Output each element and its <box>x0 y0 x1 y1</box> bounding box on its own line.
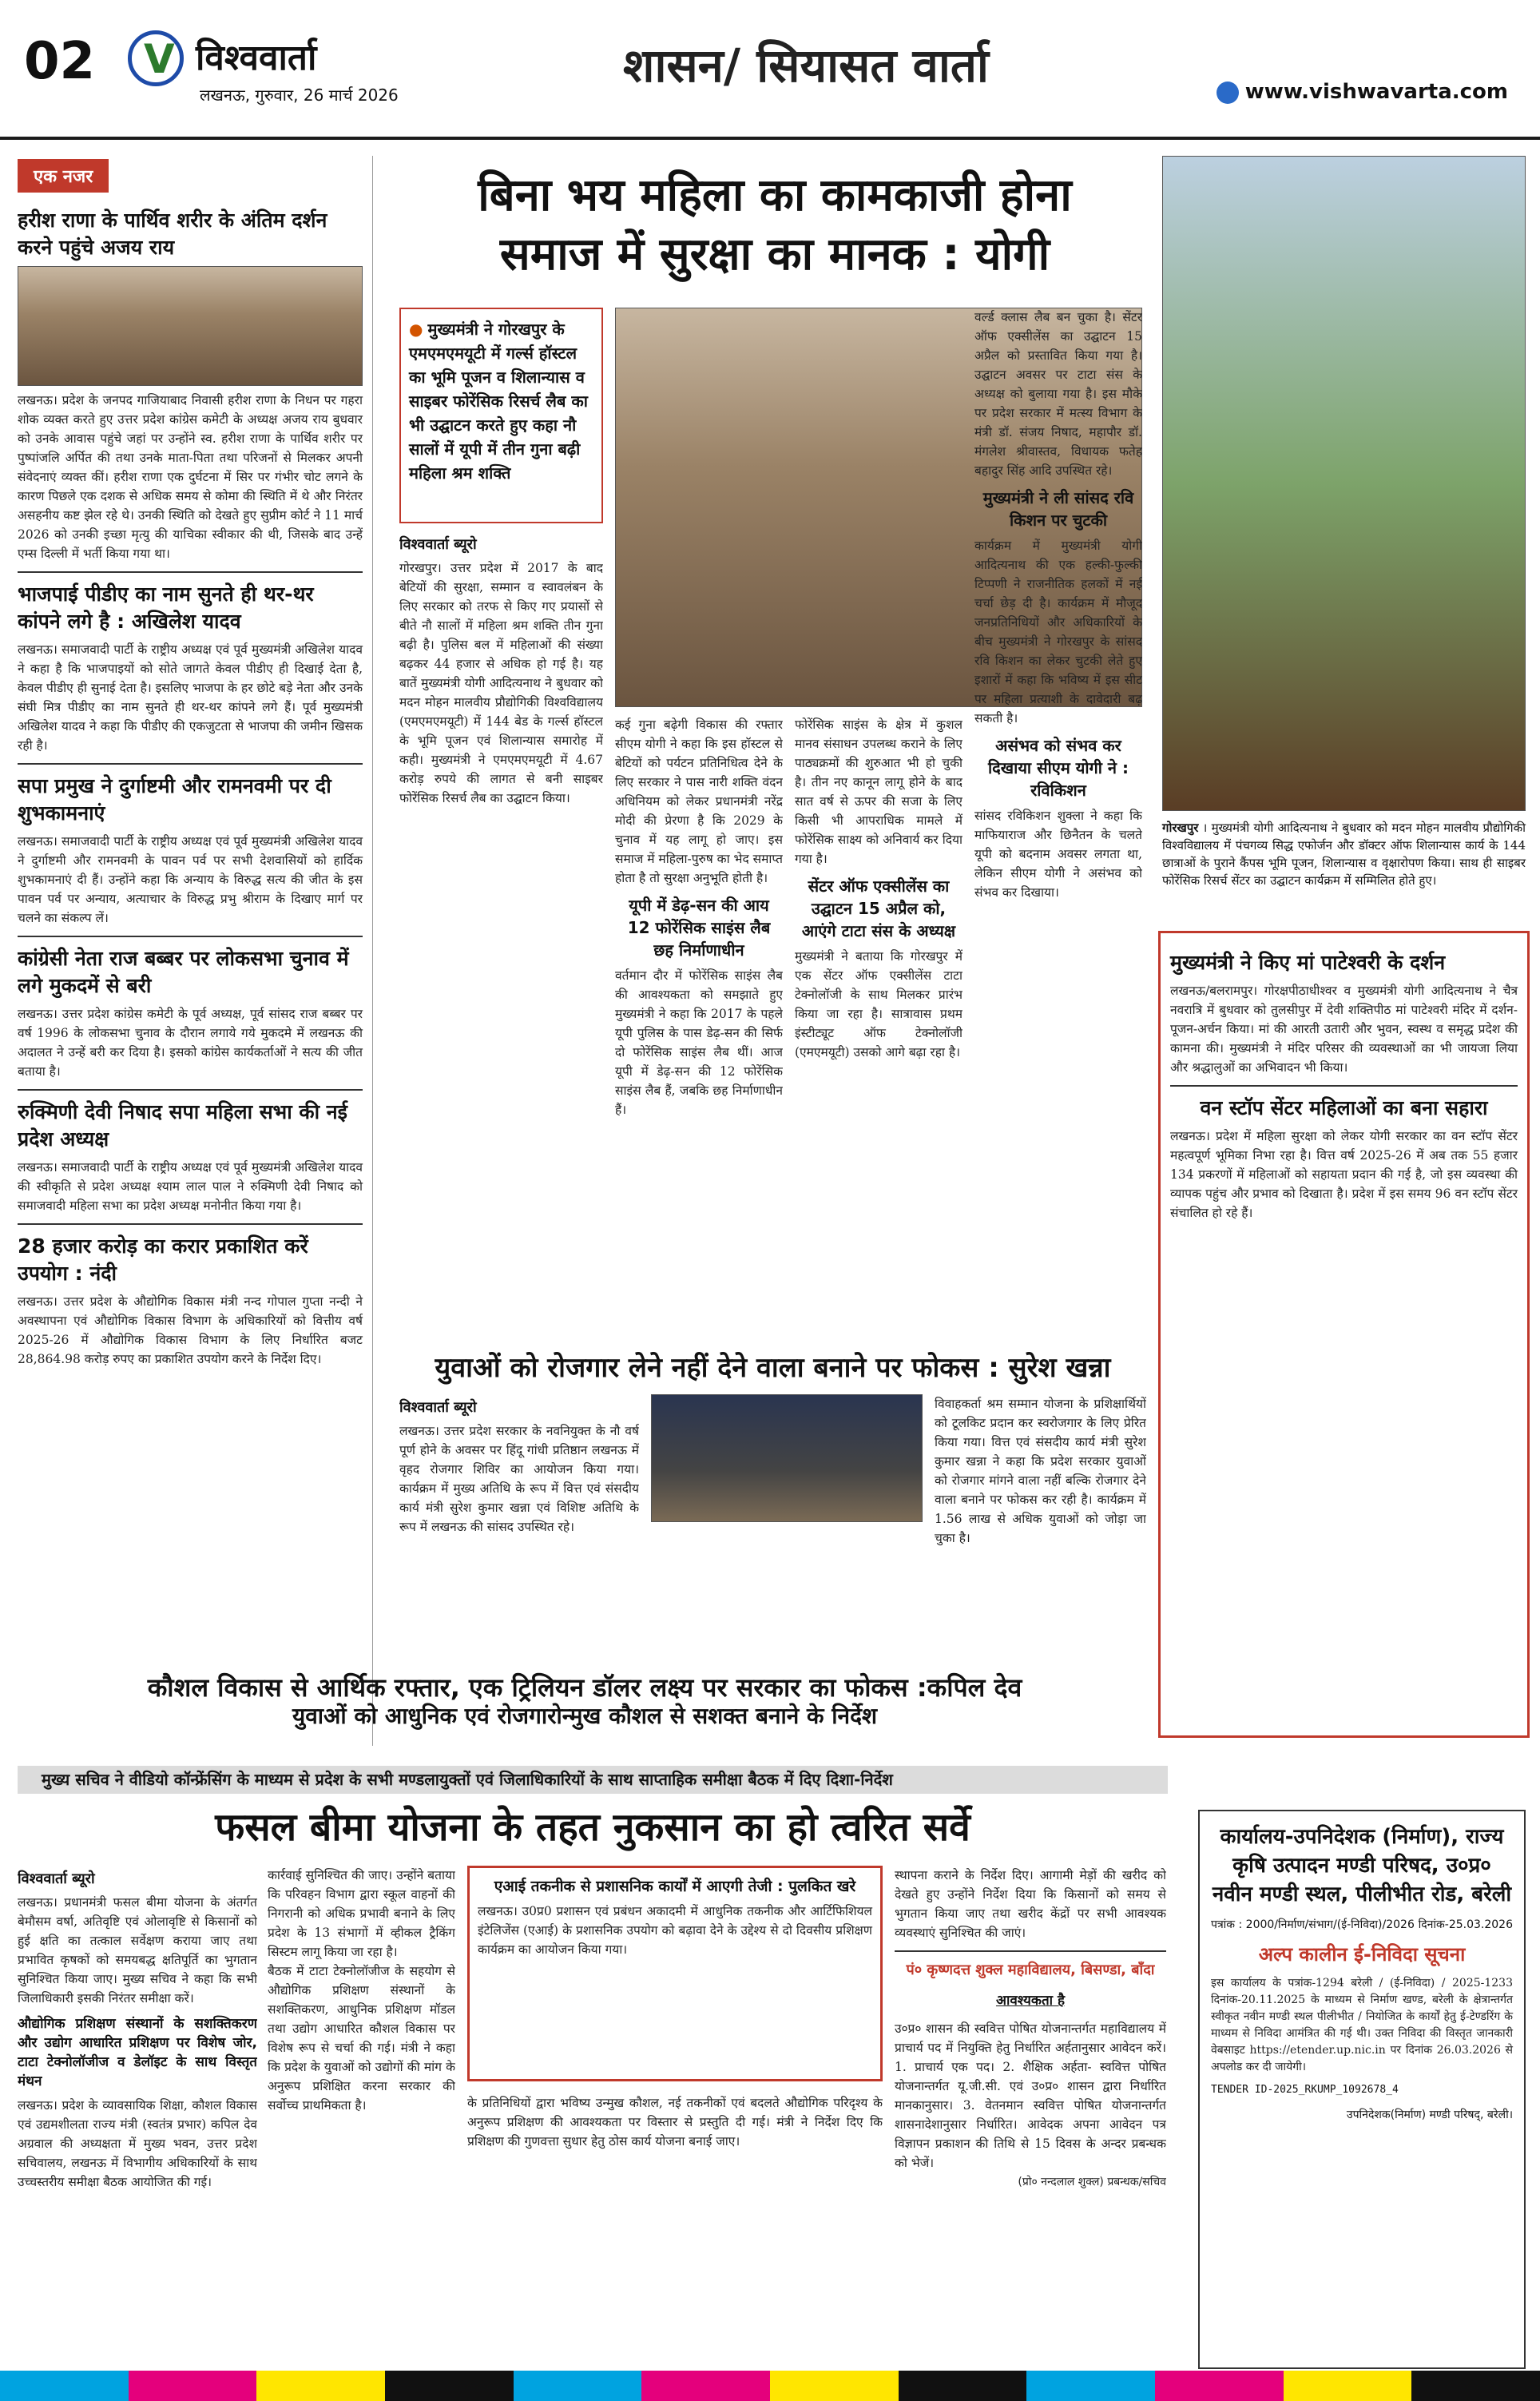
page-number: 02 <box>24 32 96 91</box>
lead-subhead: मुख्यमंत्री ने ली सांसद रवि किशन पर चुटकी <box>982 488 1134 530</box>
black-swatch <box>899 2371 1027 2401</box>
website-label: www.vishwavarta.com <box>1244 80 1508 104</box>
skills-body: के प्रतिनिधियों द्वारा भविष्य उन्मुख कौशल, नई तकनीकों एवं बदलते औद्योगिक परिदृश्य के अनुरूप प्रशिक्षण की आवश्यकता पर विस्तार से प्रस्तुति दी गई। मंत्री ने निर्देश दिए कि प्रशिक्षण की गुणवत्ता सुधार हेतु ठोस कार्य योजना बनाई जाए। <box>467 2096 883 2149</box>
black-swatch <box>385 2371 514 2401</box>
magenta-swatch <box>129 2371 257 2401</box>
skills-body: बैठक में टाटा टेक्नोलॉजीज के सहयोग से औद्योगिक प्रशिक्षण संस्थानों के सशक्तिकरण, आधुनिक प्रशिक्षण मॉडल तथा उद्योग आधारित कौशल विकास पर विशेष रूप से चर्चा की गई। मंत्री ने कहा कि प्रदेश के युवाओं को उद्योगों की मांग के अनुरूप प्रशिक्षित करना सरकार की सर्वोच्च प्राथमिकता है। <box>268 1964 455 2113</box>
black-swatch <box>1411 2371 1540 2401</box>
lead-body: फोरेंसिक साइंस के क्षेत्र में कुशल मानव संसाधन उपलब्ध कराने के लिए पाठ्यक्रमों की शुरुआत भी हो चुकी है। तीन नए कानून लागू होने के बाद सात वर्ष से ऊपर की सजा के लिए किसी भी आपराधिक मामले में फोरेंसिक साक्ष्य को अनिवार्य कर दिया गया है। <box>795 718 963 866</box>
story-body: लखनऊ/बलरामपुर। गोरक्षपीठाधीश्वर व मुख्यमंत्री योगी आदित्यनाथ ने चैत्र नवरात्रि में बुधवार को तुलसीपुर में देवी शक्तिपीठ मां पाटेश्वरी मंदिर में दर्शन-पूजन-अर्चन किया। मां की आरती उतारी और भुवन, स्वस्थ व समृद्ध प्रदेश की कामना की। मुख्यमंत्री ने मंदिर परिसर की व्यवस्थाओं का भी जायजा लिया और श्रद्धालुओं का अभिवादन भी किया। <box>1170 984 1518 1075</box>
college-notice-signature: (प्रो० नन्दलाल शुक्ल) प्रबन्धक/सचिव <box>1018 2176 1166 2188</box>
lead-byline: विश्ववार्ता ब्यूरो <box>399 536 477 553</box>
bottom-headline[interactable]: फसल बीमा योजना के तहत नुकसान का हो त्वरित सर्वे <box>215 1805 970 1850</box>
left-column <box>18 156 373 1746</box>
lead-headline-line1: बिना भय महिला का कामकाजी होना <box>478 169 1072 221</box>
story-body: लखनऊ। प्रदेश के जनपद गाजियाबाद निवासी हरीश राणा के निधन पर गहरा शोक व्यक्त करते हुए उत्तर प्रदेश कांग्रेस कमेटी के अध्यक्ष अजय राय बुधवार को उनके आवास पहुंचे जहां पर उन्होंने स्व. हरीश राणा के पार्थिव शरीर पर पुष्पांजलि अर्पित की तथा उनके माता-पिता तथा परिजनों से मिलकर अपनी संवेदनाएं व्यक्त कीं। हरीश राणा एक दुर्घटना में सिर पर गंभीर चोट लगने के कारण पिछले एक दशक से अधिक समय से कोमा की स्थिति में थे और निरंतर असहनीय कष्ट झेल रहे थे। उनकी स्थिति को देखते हुए सुप्रीम कोर्ट ने 11 मार्च 2026 को उनकी इच्छा मृत्यु की याचिका स्वीकार की थी, जिसके बाद उन्हें एम्स दिल्ली में भर्ती किया गया था। <box>18 393 363 561</box>
youth-byline: विश्ववार्ता ब्यूरो <box>399 1399 477 1416</box>
section-title: शासन/ सियासत वार्ता <box>623 38 989 93</box>
photo-caption-text: मुख्यमंत्री योगी आदित्यनाथ ने बुधवार को मदन मोहन मालवीय प्रौद्योगिकी विश्वविद्यालय में पंचगव्य सिद्ध एफोर्जन और डॉक्टर ऑफ शिलान्यास कार्य के 144 छात्राओं के पुराने कैंपस भूमि पूजन, शिलान्यास व वृक्षारोपण किया। साथ ही साइबर फोरेंसिक रिसर्च सेंटर का उद्घाटन कार्यक्रम में सम्मिलित होते हुए। <box>1162 821 1526 888</box>
bottom-col-3 <box>467 2093 883 2353</box>
lead-subhead: यूपी में डेढ़-सन की आय 12 फोरेंसिक साइंस लैब छह निर्माणाधीन <box>627 896 771 960</box>
youth-photo <box>651 1394 923 1522</box>
lead-headline[interactable] <box>399 166 1150 284</box>
bottom-body: कार्रवाई सुनिश्चित की जाए। उन्होंने बताया कि परिवहन विभाग द्वारा स्कूल वाहनों की निगरानी को अधिक प्रभावी बनाने के लिए प्रदेश के 13 संभागों में व्हीकल ट्रैकिंग सिस्टम लागू किया जा रहा है। <box>268 1868 455 1959</box>
youth-body: लखनऊ। उत्तर प्रदेश सरकार के नवनियुक्त के नौ वर्ष पूर्ण होने के अवसर पर हिंदू गांधी प्रतिष्ठान लखनऊ में वृहद रोजगार शिविर का आयोजन किया गया। कार्यक्रम में मुख्य अतिथि के रूप में वित्त एवं संसदीय कार्य मंत्री सुरेश कुमार खन्ना एवं विशिष्ट अतिथि के रूप में लखनऊ की सांसद उपस्थित रहे। <box>399 1424 639 1534</box>
tender-notice <box>1198 1810 1526 2369</box>
yellow-swatch <box>1284 2371 1412 2401</box>
story-photo <box>18 266 363 386</box>
divider <box>18 571 363 573</box>
story-headline[interactable]: 28 हजार करोड़ का करार प्रकाशित करें उपयोग : नंदी <box>18 1234 308 1285</box>
lead-pull-quote-text: मुख्यमंत्री ने गोरखपुर के एमएमएमयूटी में गर्ल्स हॉस्टल का भूमि पूजन व शिलान्यास व साइबर फोरेंसिक रिसर्च लैब का भी उद्घाटन करते हुए कहा नौ सालों में यूपी में तीन गुना बढ़ी महिला श्रम शक्ति <box>409 320 588 483</box>
lead-body: गोरखपुर। उत्तर प्रदेश में 2017 के बाद बेटियों की सुरक्षा, सम्मान व स्वावलंबन के लिए सरकार को तरफ से किए गए प्रयासों से बीते नौ सालों में महिला श्रम शक्ति तीन गुना बढ़ी है। पुलिस बल में महिलाओं की संख्या बढ़कर 44 हजार से अधिक हो गई है। यह बातें मुख्यमंत्री योगी आदित्यनाथ ने बुधवार को मदन मोहन मालवीय प्रौद्योगिकी विश्वविद्यालय (एमएमएमयूटी) में 144 बेड के गर्ल्स हॉस्टल के भूमि पूजन एवं शिलान्यास समारोह में कही। मुख्यमंत्री ने एमएमएमयूटी में 4.67 करोड़ रुपये की लागत से बनी साइबर फोरेंसिक रिसर्च लैब का उद्घाटन किया। <box>399 561 603 805</box>
lead-body: वर्ल्ड क्लास लैब बन चुका है। सेंटर ऑफ एक्सीलेंस का उद्घाटन 15 अप्रैल को प्रस्तावित किया गया है। उद्घाटन अवसर पर टाटा संस के अध्यक्ष को बुलाया गया है। इस मौके पर प्रदेश सरकार में मत्स्य विभाग के मंत्री डॉ. संजय निषाद, महापौर डॉ. मंगलेश श्रीवास्तव, विधायक फतेह बहादुर सिंह आदि उपस्थित रहे। <box>974 310 1142 478</box>
tender-ref <box>1211 1917 1513 1933</box>
lead-body: वर्तमान दौर में फोरेंसिक साइंस लैब की आवश्यकता को समझाते हुए मुख्यमंत्री ने कहा कि 2017 के पहले यूपी पुलिस के पास डेढ़-सन की सिर्फ दो फोरेंसिक साइंस लैब थीं। आज यूपी में डेढ़-सन की 12 फोरेंसिक साइंस लैब हैं, जबकि छह निर्माणाधीन हैं। <box>615 968 783 1117</box>
youth-headline[interactable]: युवाओं को रोजगार लेने नहीं देने वाला बनाने पर फोकस : सुरेश खन्ना <box>435 1352 1111 1384</box>
youth-body: विवाहकर्ता श्रम सम्मान योजना के प्रशिक्षार्थियों को टूलकिट प्रदान कर स्वरोजगार के लिए प्रेरित किया गया। वित्त एवं संसदीय कार्य मंत्री सुरेश कुमार खन्ना ने कहा कि प्रदेश सरकार युवाओं को रोजगार मांगने वाला नहीं बल्कि रोजगार देने वाला बनाने पर फोकस कर रही है। कार्यक्रम में 1.56 लाख से अधिक युवाओं को जोड़ा जा चुका है। <box>935 1397 1146 1545</box>
lead-body: मुख्यमंत्री ने बताया कि गोरखपुर में एक सेंटर ऑफ एक्सीलेंस टाटा टेक्नोलॉजी के साथ मिलकर प्रारंभ किया जा रहा है। सात्रावास प्रथम इंस्टीट्यूट ऑफ टेक्नोलॉजी (एमएमयूटी) उसको आगे बढ़ा रहा है। <box>795 949 963 1059</box>
bottom-col-2 <box>268 1866 455 2353</box>
lead-col-3 <box>795 715 963 1330</box>
lead-col-4 <box>974 308 1142 1330</box>
story-body: लखनऊ। समाजवादी पार्टी के राष्ट्रीय अध्यक्ष एवं पूर्व मुख्यमंत्री अखिलेश यादव की स्वीकृति से प्रदेश अध्यक्ष श्याम लाल पाल ने रुक्मिणी देवी निषाद को समाजवादी महिला सभा का प्रदेश अध्यक्ष मनोनीत किया गया है। <box>18 1160 363 1213</box>
bottom-byline: विश्ववार्ता ब्यूरो <box>18 1870 95 1887</box>
magenta-swatch <box>1155 2371 1284 2401</box>
cyan-swatch <box>0 2371 129 2401</box>
lead-headline-line2: समाज में सुरक्षा का मानक : योगी <box>499 229 1050 280</box>
ai-inset-body: लखनऊ। उ0प्र0 प्रशासन एवं प्रबंधन अकादमी में आधुनिक तकनीक और आर्टिफिशियल इंटेलिजेंस (एआई) के प्रशासनिक उपयोग को बढ़ावा देने के उद्देश्य से दो दिवसीय प्रशिक्षण कार्यक्रम का आयोजन किया गया। <box>478 1904 872 1957</box>
tender-office: कार्यालय-उपनिदेशक (निर्माण), राज्य कृषि उत्पादन मण्डी परिषद, उ०प्र० नवीन मण्डी स्थल, पीलीभीत रोड, बरेली <box>1212 1825 1512 1906</box>
bottom-strip: मुख्य सचिव ने वीडियो कॉन्फ्रेंसिंग के माध्यम से प्रदेश के सभी मण्डलायुक्तों एवं जिलाधिकारियों के साथ साप्ताहिक समीक्षा बैठक में दिए दिशा-निर्देश <box>18 1766 1168 1794</box>
story-body: लखनऊ। प्रदेश में महिला सुरक्षा को लेकर योगी सरकार का वन स्टॉप सेंटर महत्वपूर्ण भूमिका निभा रहा है। वित्त वर्ष 2025-26 में अब तक 55 हजार 134 प्रकरणों में महिलाओं को सहायता प्रदान की गई है, जो इस व्यवस्था की व्यापक पहुंच और प्रभाव को दिखाता है। प्रदेश में इस समय 96 वन स्टॉप सेंटर संचालित हो रहे हैं। <box>1170 1129 1518 1220</box>
bottom-body: लखनऊ। प्रधानमंत्री फसल बीमा योजना के अंतर्गत बेमौसम वर्षा, अतिवृष्टि एवं ओलावृष्टि से किसानों को हुई क्षति का तत्काल सर्वेक्षण कराया जाए तथा प्रभावित कृषकों को समयबद्ध क्षतिपूर्ति का भुगतान सुनिश्चित किया जाए। मुख्य सचिव ने कहा कि सभी जिलाधिकारी इसकी निरंतर समीक्षा करें। <box>18 1895 257 2005</box>
yellow-swatch <box>256 2371 385 2401</box>
lead-subhead: सेंटर ऑफ एक्सीलेंस का उद्घाटन 15 अप्रैल को, आएंगे टाटा संस के अध्यक्ष <box>801 877 956 940</box>
story-headline[interactable]: हरीश राणा के पार्थिव शरीर के अंतिम दर्शन करने पहुंचे अजय राय <box>18 209 327 259</box>
lead-col-2 <box>615 715 783 1330</box>
bottom-body: स्थापना कराने के निर्देश दिए। आगामी मेड़ों की खरीद को देखते हुए उन्होंने निर्देश दिया कि किसानों को समय से भुगतान किया जाए तथा खरीद केंद्रों पर सभी आवश्यक व्यवस्थाएं सुनिश्चित की जाएं। <box>895 1868 1166 1940</box>
tender-signature: उपनिदेशक(निर्माण) मण्डी परिषद्, बरेली। <box>1346 2109 1513 2121</box>
yellow-swatch <box>770 2371 899 2401</box>
skills-body: लखनऊ। प्रदेश के व्यावसायिक शिक्षा, कौशल विकास एवं उद्यमशीलता राज्य मंत्री (स्वतंत्र प्रभार) कपिल देव अग्रवाल की अध्यक्षता में मुख्य भवन, उत्तर प्रदेश सचिवालय, लखनऊ में विभागीय अधिकारियों के साथ उच्चस्तरीय समीक्षा बैठक आयोजित की गई। <box>18 2098 257 2189</box>
youth-col-2 <box>935 1394 1146 1658</box>
story-headline[interactable]: कांग्रेसी नेता राज बब्बर पर लोकसभा चुनाव में लगे मुकदमें से बरी <box>18 947 349 997</box>
youth-col-1 <box>399 1394 639 1658</box>
lead-body: कार्यक्रम में मुख्यमंत्री योगी आदित्यनाथ की एक हल्की-फुल्की टिप्पणी ने राजनीतिक हलकों में नई चर्चा छेड़ दी है। कार्यक्रम में मौजूद जनप्रतिनिधियों और अधिकारियों के बीच मुख्यमंत्री ने गोरखपुर के सांसद रवि किशन का लेकर चुटकी लेते हुए इशारों में कहा कि भविष्य में इस सीट पर महिला प्रत्याशी के दावेदारी बढ़ सकती है। <box>974 539 1142 725</box>
story-body: लखनऊ। उत्तर प्रदेश कांग्रेस कमेटी के पूर्व अध्यक्ष, पूर्व सांसद राज बब्बर पर वर्ष 1996 के लोकसभा चुनाव के दौरान लगाये गये मुकदमे में लखनऊ की अदालत ने उन्हें बरी कर दिया है। इसको कांग्रेस कार्यकर्ताओं ने सत्य की जीत बताया है। <box>18 1007 363 1079</box>
story-headline[interactable]: मुख्यमंत्री ने किए मां पाटेश्वरी के दर्शन <box>1170 951 1446 974</box>
brand-logo-icon <box>128 30 184 86</box>
ek-nazar-tag: एक नजर <box>18 159 109 193</box>
tender-ref-no: पत्रांक : 2000/निर्माण/संभाग/(ई-निविदा)/2026 <box>1211 1918 1415 1931</box>
lead-col-1 <box>399 531 603 1330</box>
tender-ref-date: दिनांक-25.03.2026 <box>1418 1918 1513 1931</box>
magenta-swatch <box>641 2371 770 2401</box>
divider <box>18 1089 363 1091</box>
story-headline[interactable]: रुक्मिणी देवी निषाद सपा महिला सभा की नई प्रदेश अध्यक्ष <box>18 1100 347 1151</box>
bullet-icon: ● <box>409 320 423 339</box>
story-body: लखनऊ। समाजवादी पार्टी के राष्ट्रीय अध्यक्ष एवं पूर्व मुख्यमंत्री अखिलेश यादव ने कहा है कि भाजपाइयों को सोते जागते केवल पीडीए ही दिखाई देता है, केवल पीडीए ही सुनाई देता है। इसलिए भाजपा के हर छोटे बड़े नेता और उनके संघी मित्र पीडीए का नाम सुनते ही थर-थर कांपने लगे हैं। पूर्व मुख्यमंत्री अखिलेश यादव ने कहा कि पीडीए की एकजुटता से भाजपा की जमीन खिसक रही है। <box>18 642 363 753</box>
bottom-col-4 <box>895 1866 1166 2353</box>
skills-subheadline: युवाओं को आधुनिक एवं रोजगारोन्मुख कौशल से सशक्त बनाने के निर्देश <box>292 1703 878 1729</box>
lead-pull-quote <box>399 308 603 523</box>
college-notice-title: पं० कृष्णदत्त शुक्ल महाविद्यालय, बिसण्डा, बाँदा <box>906 1962 1155 1978</box>
story-body: लखनऊ। उत्तर प्रदेश के औद्योगिक विकास मंत्री नन्द गोपाल गुप्ता नन्दी ने अवस्थापना एवं औद्योगिक विकास विभाग के अधिकारियों को वित्तीय वर्ष 2025-26 में औद्योगिक विकास विभाग के लिए निर्धारित बजट 28,864.98 करोड़ रुपए का प्रकाशित उपयोग करने के निर्देश दिए। <box>18 1294 363 1366</box>
skills-headline[interactable]: कौशल विकास से आर्थिक रफ्तार, एक ट्रिलियन डॉलर लक्ष्य पर सरकार का फोकस :कपिल देव <box>147 1672 1022 1703</box>
divider <box>18 1223 363 1225</box>
tender-id: TENDER ID-2025_RKUMP_1092678_4 <box>1211 2084 1399 2096</box>
dateline: लखनऊ, गुरुवार, 26 मार्च 2026 <box>200 85 399 105</box>
globe-icon <box>1217 81 1239 104</box>
divider <box>1170 1085 1518 1087</box>
ai-inset-headline[interactable]: एआई तकनीक से प्रशासनिक कार्यों में आएगी तेजी : पुलकित खरे <box>494 1878 856 1895</box>
photo-caption-place: गोरखपुर <box>1162 821 1199 835</box>
cyan-swatch <box>514 2371 642 2401</box>
right-column-box <box>1158 931 1530 1738</box>
divider <box>18 936 363 937</box>
ai-inset-box <box>467 1866 883 2081</box>
divider <box>895 1950 1166 1952</box>
story-headline[interactable]: भाजपाई पीडीए का नाम सुनते ही थर-थर कांपने लगे है : अखिलेश यादव <box>18 582 314 633</box>
skills-spacer <box>399 1738 623 1758</box>
tender-title: अल्प कालीन ई-निविदा सूचना <box>1258 1943 1466 1966</box>
story-headline[interactable]: सपा प्रमुख ने दुर्गाष्टमी और रामनवमी पर दी शुभकामनाएं <box>18 774 331 825</box>
story-headline[interactable]: वन स्टॉप सेंटर महिलाओं का बना सहारा <box>1200 1096 1488 1119</box>
lead-body: कई गुना बढ़ेगी विकास की रफ्तार सीएम योगी ने कहा कि इस हॉस्टल से बेटियों को पर्यटन प्रतिनिधित्व देने के लिए सरकार ने पास नारी शक्ति वंदन अधिनियम को लेकर प्रधानमंत्री नरेंद्र मोदी की प्रेरणा है कि 2029 के चुनाव में यह लागू हो जाए। इस समाज में महिला-पुरुष का भेद समाप्त होता है तो सुरक्षा अनुभूति होती है। <box>615 718 783 885</box>
website[interactable] <box>1217 80 1508 104</box>
lead-subhead: असंभव को संभव कर दिखाया सीएम योगी ने : रविकिशन <box>987 736 1129 800</box>
bottom-col-1 <box>18 1866 257 2353</box>
divider <box>18 763 363 765</box>
cyan-swatch <box>1026 2371 1155 2401</box>
college-notice-subtitle: आवश्यकता है <box>995 1993 1065 2009</box>
skills-pull-quote: औद्योगिक प्रशिक्षण संस्थानों के सशक्तिकरण और उद्योग आधारित प्रशिक्षण पर विशेष जोर, टाटा टेक्नोलॉजीज व डेलॉइट के साथ विस्तृत मंथन <box>18 2016 257 2089</box>
lead-body: सांसद रविकिशन शुक्ला ने कहा कि माफियाराज और छिनैतन के चलते यूपी को बदनाम अवसर लगता था, लेकिन सीएम योगी ने असंभव को संभव कर दिखाया। <box>974 809 1142 900</box>
color-registration-bar <box>0 2371 1540 2401</box>
story-body: लखनऊ। समाजवादी पार्टी के राष्ट्रीय अध्यक्ष एवं पूर्व मुख्यमंत्री अखिलेश यादव ने दुर्गाष्टमी और रामनवमी के पावन पर्व पर सभी देशवासियों को हार्दिक शुभकामनाएं दी हैं। उन्होंने कहा कि अन्याय के विरुद्ध सत्य की जीत के इस पावन पर्व पर अन्याय, अत्याचार के विरुद्ध प्रभु श्रीराम के दिखाए मार्ग पर चलने का संकल्प लें। <box>18 834 363 925</box>
brand-name: विश्ववार्ता <box>196 38 317 78</box>
tender-body: इस कार्यालय के पत्रांक-1294 बरेली / (ई-निविदा) / 2025-1233 दिनांक-20.11.2025 के माध्यम से निर्माण खण्ड, बरेली के क्षेत्रान्तर्गत स्वीकृत नवीन मण्डी स्थल पीलीभीत / नियोजित के कार्यों हेतु ई-टेण्डरिंग के माध्यम से निविदा आमंत्रित की गई थी। उक्त निविदा की विस्तृत जानकारी वेबसाइट https://etender.up.nic.in पर दिनांक 26.03.2026 से अपलोड कर दी जायेगी। <box>1211 1977 1513 2073</box>
tree-plantation-photo <box>1162 156 1526 811</box>
masthead <box>0 0 1540 140</box>
photo-caption: गोरखपुर । मुख्यमंत्री योगी आदित्यनाथ ने बुधवार को मदन मोहन मालवीय प्रौद्योगिकी विश्वविद्यालय में पंचगव्य सिद्ध एफोर्जन और डॉक्टर ऑफ शिलान्यास कार्य के 144 छात्राओं के पुराने कैंपस भूमि पूजन, शिलान्यास व वृक्षारोपण किया। साथ ही साइबर फोरेंसिक रिसर्च सेंटर का उद्घाटन कार्यक्रम में सम्मिलित होते हुए। <box>1162 821 1526 888</box>
college-notice-body: उ०प्र० शासन की स्ववित्त पोषित योजनान्तर्गत महाविद्यालय में प्राचार्य पद में नियुक्ति हेतु निर्धारित अर्हतानुसार आवेदन करें। 1. प्राचार्य एक पद। 2. शैक्षिक अर्हता- स्ववित्त पोषित योजनान्तर्गत यू.जी.सी. एवं उ०प्र० शासन द्वारा निर्धारित मानकानुसार। 3. वेतनमान स्ववित्त पोषित योजनान्तर्गत शासनादेशानुसार निर्धारित। आवेदक अपना आवेदन पत्र विज्ञापन प्रकाशन की तिथि से 15 दिवस के अन्दर प्रबन्धक को भेजें। <box>895 2021 1166 2170</box>
